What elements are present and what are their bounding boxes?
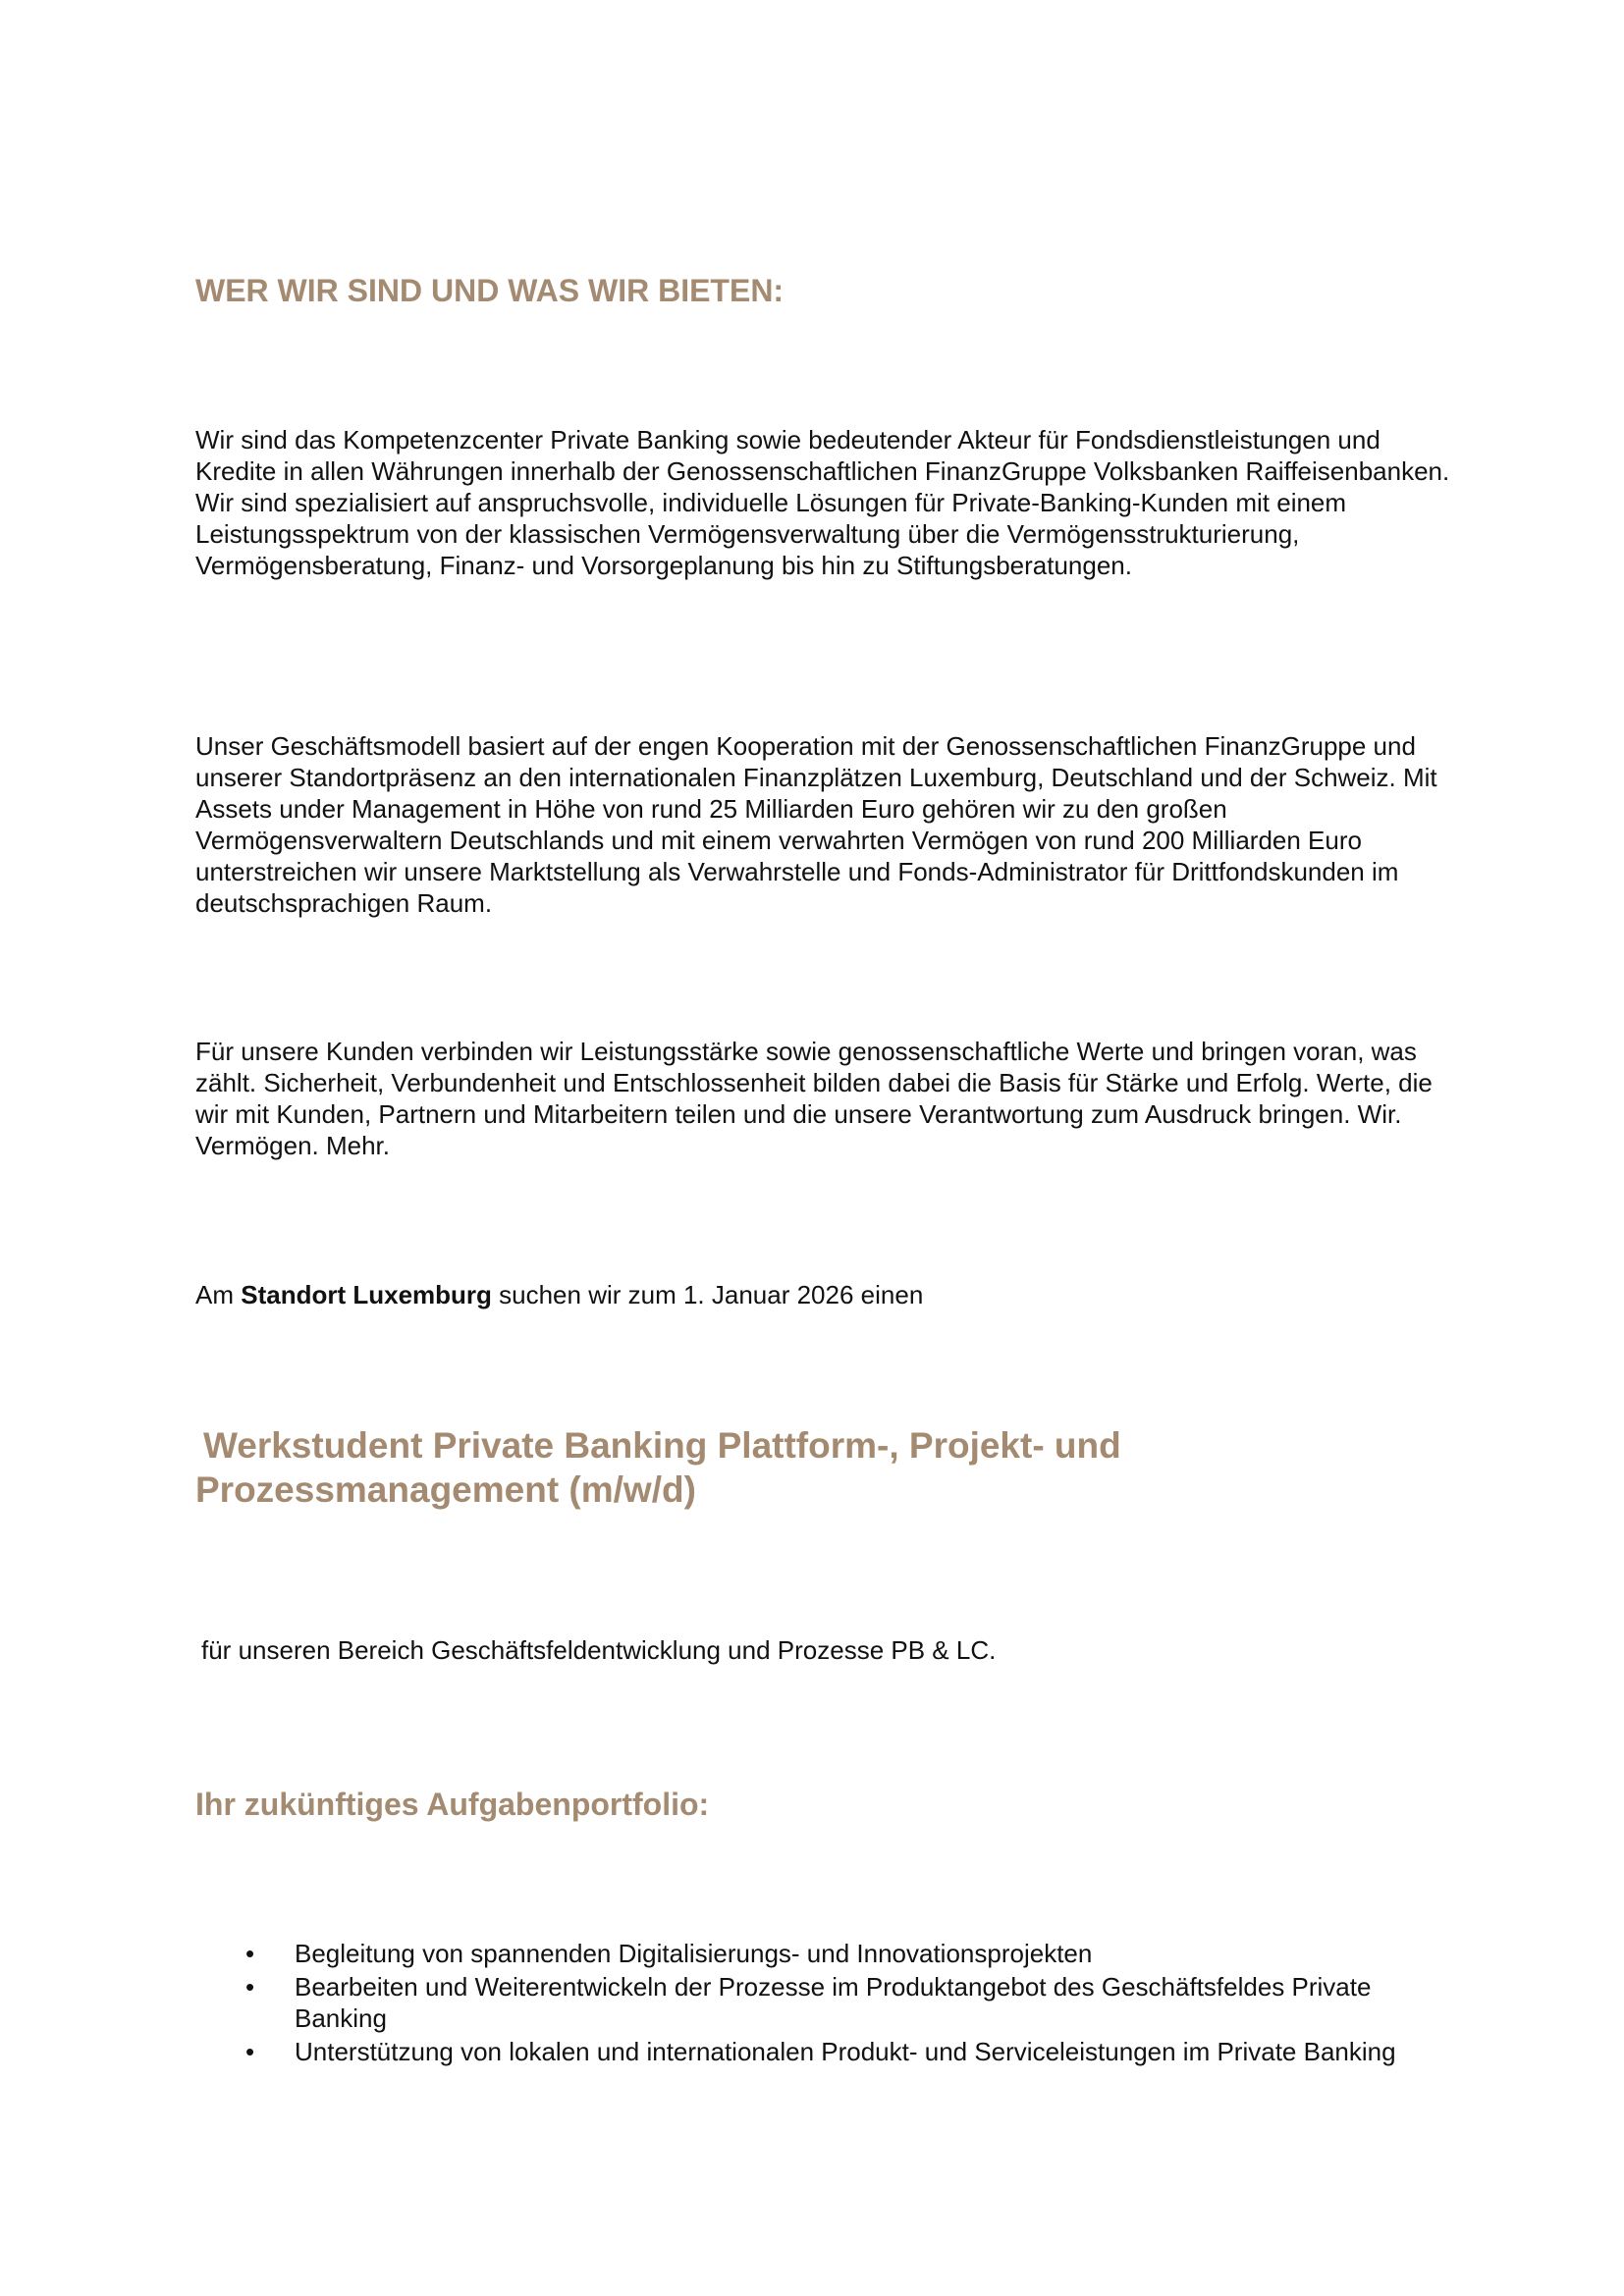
department-line: für unseren Bereich Geschäftsfeldentwicklung und Prozesse PB & LC. bbox=[201, 1635, 997, 1665]
task-list-item bbox=[195, 1971, 1462, 2034]
task-list-item bbox=[195, 2036, 1462, 2067]
bullet-icon: • bbox=[245, 1939, 255, 1968]
bullet-icon: • bbox=[245, 1972, 255, 2002]
task-text: Unterstützung von lokalen und internationalen Produkt- und Serviceleistungen im Private Banking bbox=[295, 2037, 1396, 2066]
location-prefix: Am bbox=[195, 1280, 242, 1309]
task-list bbox=[195, 1938, 1462, 2069]
intro-paragraph-3: Für unsere Kunden verbinden wir Leistungsstärke sowie genossenschaftliche Werte und bringen voran, was zählt. Sicherheit, Verbundenheit und Entschlossenheit bilden dabei die Basis für Stärke und Erfolg. Werte, die wir mit Kunden, Partnern und Mitarbeitern teilen und die unsere Verantwortung zum Ausdruck bringen. Wir. Vermögen. Mehr. bbox=[195, 1037, 1433, 1160]
job-title-line-2: Prozessmanagement (m/w/d) bbox=[195, 1469, 696, 1510]
location-line bbox=[195, 1279, 1462, 1310]
location-suffix: suchen wir zum 1. Januar 2026 einen bbox=[491, 1280, 924, 1309]
location-name: Standort Luxemburg bbox=[241, 1280, 492, 1309]
section-heading-who-we-are: WER WIR SIND UND WAS WIR BIETEN: bbox=[195, 273, 785, 308]
task-list-item bbox=[195, 1938, 1462, 1969]
task-text: Begleitung von spannenden Digitalisierungs- und Innovationsprojekten bbox=[295, 1939, 1093, 1968]
bullet-icon: • bbox=[245, 2037, 255, 2066]
intro-paragraph-2: Unser Geschäftsmodell basiert auf der engen Kooperation mit der Genossenschaftlichen FinanzGruppe und unserer Standortpräsenz an den internationalen Finanzplätzen Luxemburg, Deutschland und der Schweiz. Mit Assets under Management in Höhe von rund 25 Milliarden Euro gehören wir zu den großen Vermögensverwaltern Deutschlands und mit einem verwahrten Vermögen von rund 200 Milliarden Euro unterstreichen wir unsere Marktstellung als Verwahrstelle und Fonds-Administrator für Drittfondskunden im deutschsprachigen Raum. bbox=[195, 731, 1437, 918]
job-title bbox=[195, 1423, 1462, 1512]
section-heading-tasks: Ihr zukünftiges Aufgabenportfolio: bbox=[195, 1787, 710, 1822]
task-text: Bearbeiten und Weiterentwickeln der Prozesse im Produktangebot des Geschäftsfeldes Private Banking bbox=[295, 1972, 1372, 2033]
job-title-line-1: Werkstudent Private Banking Plattform-, Projekt- und bbox=[203, 1425, 1121, 1466]
intro-paragraph-1: Wir sind das Kompetenzcenter Private Banking sowie bedeutender Akteur für Fondsdienstleistungen und Kredite in allen Währungen innerhalb der Genossenschaftlichen FinanzGruppe Volksbanken Raiffeisenbanken. Wir sind spezialisiert auf anspruchsvolle, individuelle Lösungen für Private-Banking-Kunden mit einem Leistungsspektrum von der klassischen Vermögensverwaltung über die Vermögensstrukturierung, Vermögensberatung, Finanz- und Vorsorgeplanung bis hin zu Stiftungsberatungen. bbox=[195, 425, 1450, 580]
